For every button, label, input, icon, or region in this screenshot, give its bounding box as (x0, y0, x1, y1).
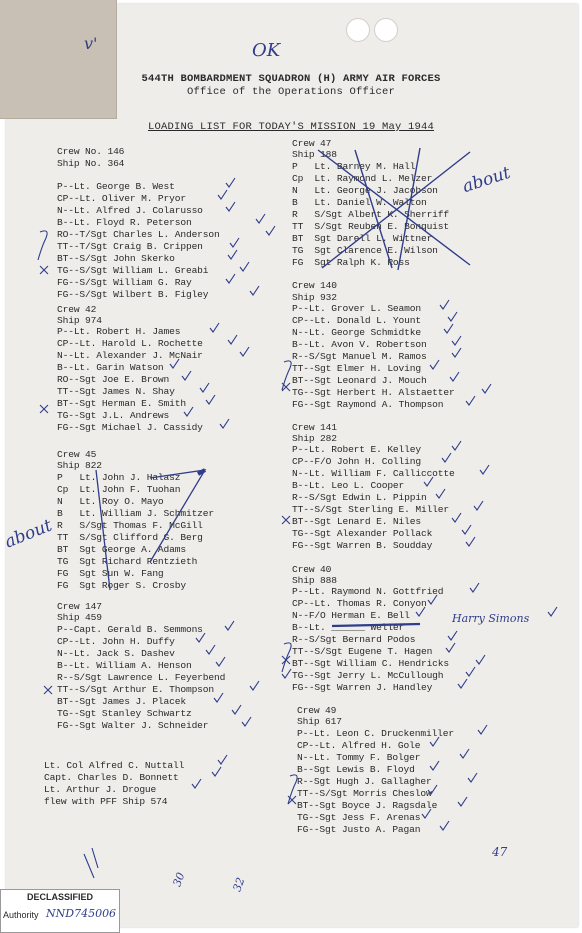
crew-member: TG--Sgt Herbert H. Alstaetter (292, 387, 455, 398)
crew-member: N--Lt. Tommy F. Bolger (297, 752, 421, 763)
crew-label: Crew No. 146 (57, 146, 125, 157)
crew-member: TT--Sgt James N. Shay (57, 386, 175, 397)
crew-member: P--Lt. Raymond N. Gottfried (292, 586, 444, 597)
crew-47-cross-out (318, 148, 470, 270)
page-number-handwriting: 47 (492, 845, 508, 859)
crew-member: R S/Sgt Albert K. Sherriff (292, 209, 450, 220)
crew-label: Crew 47 (292, 138, 332, 149)
crew-member: CP--F/O John H. Colling (292, 456, 421, 467)
number-handwriting: 30 (170, 870, 188, 889)
crew-member: FG--Sgt Walter J. Schneider (57, 720, 209, 731)
crew-member: N Lt. Roy O. Mayo (57, 496, 164, 507)
crew-member: BT Sgt Darell L. Wittner (292, 233, 433, 244)
crew-member: R--S/Sgt Lawrence L. Feyerbend (57, 672, 226, 683)
pff-member: Lt. Col Alfred C. Nuttall (44, 760, 185, 771)
crew-member: R--S/Sgt Bernard Podos (292, 634, 416, 645)
crew-member: TT--S/Sgt Eugene T. Hagen (292, 646, 433, 657)
crew-member: TT--S/Sgt Arthur E. Thompson (57, 684, 215, 695)
crew-member: R--Sgt Hugh J. Gallagher (297, 776, 432, 787)
stamp-authority-label: Authority (3, 910, 39, 920)
crew-member: FG--Sgt Justo A. Pagan (297, 824, 421, 835)
crew-member: TT S/Sgt Clifford G. Berg (57, 532, 203, 543)
ship-label: Ship 822 (57, 460, 102, 471)
ship-label: Ship 974 (57, 315, 102, 326)
margin-marks (38, 231, 297, 878)
crew-member: TT--S/Sgt Sterling E. Miller (292, 504, 450, 515)
crew-45-marks (96, 470, 205, 590)
crew-member: Cp Lt. John F. Tuohan (57, 484, 181, 495)
crew-member: P--Lt. Robert E. Kelley (292, 444, 421, 455)
crew-member: BT--Sgt William C. Hendricks (292, 658, 450, 669)
crew-member: TG--Sgt Jerry L. McCullough (292, 670, 444, 681)
crew-label: Crew 42 (57, 304, 97, 315)
crew-member: BT--Sgt Boyce J. Ragsdale (297, 800, 438, 811)
crew-member: B--Sgt Lewis B. Floyd (297, 764, 415, 775)
crew-member: FG--Sgt Michael J. Cassidy (57, 422, 203, 433)
crew-label: Crew 49 (297, 705, 337, 716)
crew-member: P--Lt. Leon C. Druckenmiller (297, 728, 455, 739)
crew-member: N--F/O Herman E. Bell (292, 610, 410, 621)
page-title: LOADING LIST FOR TODAY'S MISSION 19 May 1944 (147, 121, 435, 133)
declassified-stamp (0, 889, 120, 933)
crew-member: N--Lt. William F. Calliccotte (292, 468, 455, 479)
crew-member: B--Lt. ______ Weller (292, 622, 405, 633)
crew-member: TG--Sgt Jess F. Arenas (297, 812, 421, 823)
crew-member: BT--Sgt James J. Placek (57, 696, 186, 707)
crew-member: R S/Sgt Thomas F. McGill (57, 520, 203, 531)
crew-label: Crew 147 (57, 601, 102, 612)
crew-member: P Lt. John J. Halasz (57, 472, 181, 483)
tape-handwriting: v' (84, 34, 98, 53)
crew-member: FG--Sgt Raymond A. Thompson (292, 399, 444, 410)
crew-member: R--S/Sgt Manuel M. Ramos (292, 351, 427, 362)
crew-member: BT--Sgt Leonard J. Mouch (292, 375, 427, 386)
ok-handwriting: OK (252, 40, 281, 61)
crew-member: B Lt. William J. Schmitzer (57, 508, 215, 519)
crew-member: N Lt. George J. Jacobson (292, 185, 438, 196)
crew-member: TT--S/Sgt Morris Cheslow (297, 788, 432, 799)
crew-member: P--Lt. Robert H. James (57, 326, 181, 337)
ship-label: Ship 188 (292, 149, 337, 160)
crew-member: P Lt. Barney M. Hall (292, 161, 416, 172)
office-heading: Office of the Operations Officer (186, 86, 396, 98)
crew-member: R--S/Sgt Edwin L. Pippin (292, 492, 427, 503)
about-handwriting-left: about (2, 515, 56, 553)
crew-member: Cp Lt. Raymond L. Melzer (292, 173, 433, 184)
crew-member: P--Lt. Grover L. Seamon (292, 303, 421, 314)
crew-member: FG--S/Sgt William G. Ray (57, 277, 192, 288)
strike-through-line (332, 624, 420, 626)
crew-member: N--Lt. Alfred J. Colarusso (57, 205, 203, 216)
about-handwriting-right: about (460, 162, 513, 198)
crew-member: TT--Sgt Elmer H. Loving (292, 363, 421, 374)
crew-member: B Lt. Daniel W. Walton (292, 197, 427, 208)
crew-member: CP--Lt. Oliver M. Pryor (57, 193, 186, 204)
crew-member: CP--Lt. John H. Duffy (57, 636, 175, 647)
ship-label: Ship 888 (292, 575, 337, 586)
crew-member: N--Lt. Alexander J. McNair (57, 350, 203, 361)
ship-label: Ship 459 (57, 612, 102, 623)
crew-member: RO--Sgt Joe E. Brown (57, 374, 170, 385)
crew-member: TG--Sgt Alexander Pollack (292, 528, 433, 539)
crew-member: BT Sgt George A. Adams (57, 544, 186, 555)
crew-member: FG--Sgt Warren J. Handley (292, 682, 433, 693)
crew-member: BT--Sgt Herman E. Smith (57, 398, 186, 409)
crew-member: B--Lt. William A. Henson (57, 660, 192, 671)
crew-member: FG Sgt Ralph K. Ross (292, 257, 410, 268)
crew-label: Crew 140 (292, 280, 337, 291)
replacement-name-handwriting: Harry Simons (452, 612, 530, 625)
crew-member: CP--Lt. Donald L. Yount (292, 315, 421, 326)
crew-member: P--Capt. Gerald B. Semmons (57, 624, 203, 635)
crew-member: TG Sgt Richard Rentzieth (57, 556, 198, 567)
crew-label: Crew 45 (57, 449, 97, 460)
stamp-title: DECLASSIFIED (26, 892, 93, 902)
crew-label: Crew 141 (292, 422, 337, 433)
ship-label: Ship No. 364 (57, 158, 125, 169)
crew-member: BT--Sgt Lenard E. Niles (292, 516, 421, 527)
check-marks (170, 178, 557, 830)
ship-label: Ship 282 (292, 433, 337, 444)
crew-member: CP--Lt. Thomas R. Conyon (292, 598, 427, 609)
crew-member: B--Lt. Leo L. Cooper (292, 480, 405, 491)
crew-member: B--Lt. Garin Watson (57, 362, 164, 373)
crew-member: B--Lt. Avon V. Robertson (292, 339, 427, 350)
crew-member: TT--T/Sgt Craig B. Crippen (57, 241, 203, 252)
crew-member: B--Lt. Floyd R. Peterson (57, 217, 192, 228)
crew-member: FG Sgt Roger S. Crosby (57, 580, 186, 591)
crew-label: Crew 40 (292, 564, 332, 575)
crew-member: N--Lt. Jack S. Dashev (57, 648, 175, 659)
pff-member: Capt. Charles D. Bonnett (44, 772, 179, 783)
crew-member: TG--Sgt Stanley Schwartz (57, 708, 192, 719)
crew-member: N--Lt. George Schmidtke (292, 327, 421, 338)
pff-note: flew with PFF Ship 574 (44, 796, 168, 807)
crew-member: TG--S/Sgt William L. Greabi (57, 265, 209, 276)
number-handwriting: 32 (230, 875, 248, 894)
crew-member: CP--Lt. Alfred H. Gole (297, 740, 421, 751)
stamp-authority-value: NND745006 (46, 907, 117, 920)
crew-member: TG Sgt Clarence E. Wilson (292, 245, 438, 256)
crew-member: FG--Sgt Warren B. Soudday (292, 540, 433, 551)
crew-member: BT--S/Sgt John Skerko (57, 253, 175, 264)
crew-member: RO--T/Sgt Charles L. Anderson (57, 229, 220, 240)
crew-member: TG--Sgt J.L. Andrews (57, 410, 170, 421)
crew-member: P--Lt. George B. West (57, 181, 175, 192)
crew-member: CP--Lt. Harold L. Rochette (57, 338, 203, 349)
crew-member: FG--S/Sgt Wilbert B. Figley (57, 289, 209, 300)
ship-label: Ship 932 (292, 292, 337, 303)
crew-member: TT S/Sgt Reuben E. Bonquist (292, 221, 450, 232)
ship-label: Ship 617 (297, 716, 342, 727)
squadron-heading: 544TH BOMBARDMENT SQUADRON (H) ARMY AIR FORCES (141, 73, 441, 85)
crew-member: FG Sgt Sun W. Fang (57, 568, 164, 579)
pff-member: Lt. Arthur J. Drogue (44, 784, 157, 795)
